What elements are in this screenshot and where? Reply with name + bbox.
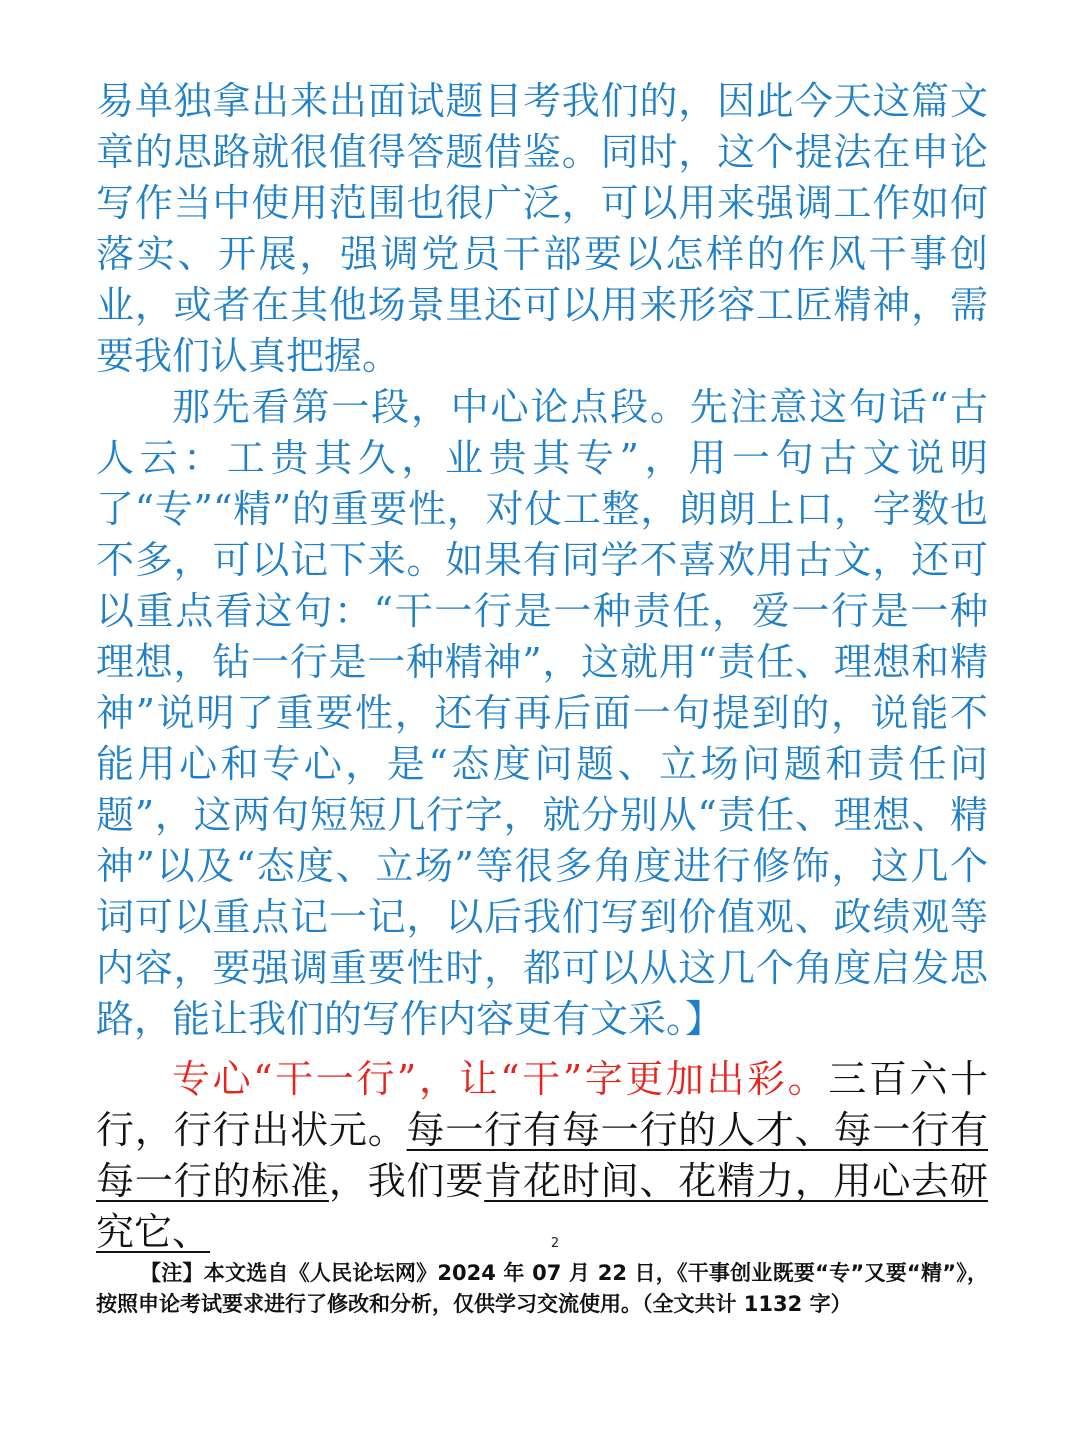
body-text-1: 三百六十行，行行出状元。: [96, 1057, 988, 1152]
article-paragraph: [96, 1054, 988, 1258]
body-text-2: ，我们要: [328, 1159, 485, 1203]
underlined-text-2: 肯花时间、花精力，用心去研究它、: [96, 1159, 988, 1254]
footnote: 【注】本文选自《人民论坛网》2024 年 07 月 22 日，《干事创业既要“专”又要“精”》，按照申论考试要求进行了修改和分析，仅供学习交流使用。（全文共计 1132 字）: [96, 1261, 988, 1316]
analysis-paragraph-1: 易单独拿出来出面试题目考我们的，因此今天这篇文章的思路就很值得答题借鉴。同时，这个提法在申论写作当中使用范围也很广泛，可以用来强调工作如何落实、开展，强调党员干部要以怎样的作风干事创业，或者在其他场景里还可以用来形容工匠精神，需要我们认真把握。: [96, 79, 988, 378]
analysis-paragraph-2: 那先看第一段，中心论点段。先注意这句话“古人云：工贵其久，业贵其专”，用一句古文说明了“专”“精”的重要性，对仗工整，朗朗上口，字数也不多，可以记下来。如果有同学不喜欢用古文，还可以重点看这句：“干一行是一种责任，爱一行是一种理想，钻一行是一种精神”，这就用“责任、理想和精神”说明了重要性，还有再后面一句提到的，说能不能用心和专心，是“态度问题、立场问题和责任问题”，这两句短短几行字，就分别从“责任、理想、精神”以及“态度、立场”等很多角度进行修饰，这几个词可以重点记一记，以后我们写到价值观、政绩观等内容，要强调重要性时，都可以从这几个角度启发思路，能让我们的写作内容更有文采。】: [96, 385, 988, 1041]
section-heading: 专心“干一行”，让“干”字更加出彩。: [172, 1057, 829, 1101]
page-number: 2: [550, 1236, 560, 1251]
analysis-commentary: [96, 76, 988, 1045]
underlined-text-1: 每一行有每一行的人才、每一行有每一行的标准: [96, 1108, 988, 1203]
